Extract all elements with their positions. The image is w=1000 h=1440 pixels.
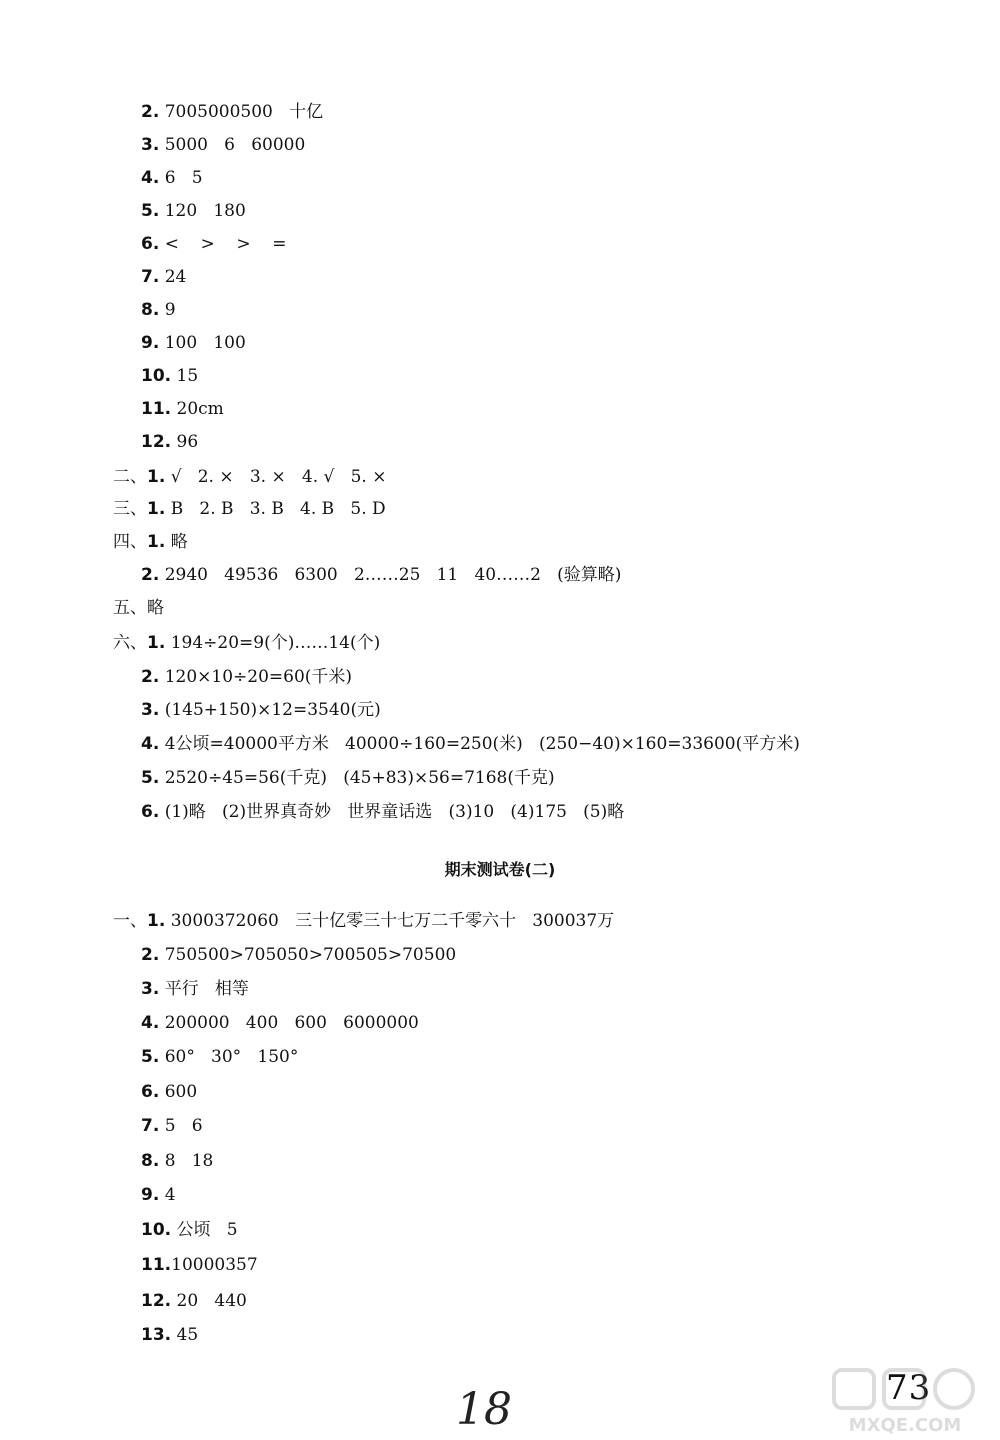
answer-text: 公顷 5 [171,1220,238,1240]
question-number: 4. [141,168,160,188]
answer-text: 60° 30° 150° [159,1047,299,1067]
answer-line [141,1254,258,1276]
section-prefix: 四、 [113,532,147,552]
answer-line [113,498,386,520]
question-number: 6. [141,1082,160,1102]
answer-line [141,1150,213,1172]
question-number: 6. [141,802,160,822]
answer-line [113,632,380,654]
question-number: 10. [141,366,172,386]
answer-text: 6 5 [159,168,203,188]
answer-text: 20cm [171,399,224,419]
answer-line [141,134,305,156]
answer-text: 100 100 [159,333,246,353]
answer-text: 9 [159,300,176,320]
answer-line [141,564,621,586]
answer-text: 7005000500 十亿 [159,102,324,122]
page-number: 73 [886,1368,932,1408]
answer-line [141,1184,176,1206]
section-title: 期末测试卷(二) [444,860,556,879]
answer-text: (1)略 (2)世界真奇妙 世界童话选 (3)10 (4)175 (5)略 [159,802,625,822]
question-number: 3. [141,135,160,155]
question-number: 1. [147,499,166,519]
answer-text: B 2. B 3. B 4. B 5. D [165,499,386,519]
answer-text: 120×10÷20=60(千米) [159,667,353,687]
answer-line [113,466,386,488]
answer-line [141,666,352,688]
answer-line [141,767,555,789]
answer-text: 8 18 [159,1151,214,1171]
question-number: 13. [141,1325,172,1345]
answer-text: 5 6 [159,1116,203,1136]
answer-text: 600 [159,1082,198,1102]
answer-text: 10000357 [171,1255,258,1275]
answer-line [141,1081,197,1103]
answer-line [141,365,198,387]
answer-text: 3000372060 三十亿零三十七万二千零六十 300037万 [165,911,615,931]
question-number: 8. [141,300,160,320]
section-prefix: 一、 [113,911,147,931]
answer-line [113,597,164,619]
question-number: 7. [141,1116,160,1136]
section-prefix: 二、 [113,467,147,487]
question-number: 7. [141,267,160,287]
watermark-logo [830,1366,980,1436]
answer-text: √ 2. × 3. × 4. √ 5. × [165,467,387,487]
answer-line [141,944,456,966]
answer-text: < > > = [159,234,287,254]
question-number: 1. [147,911,166,931]
question-number: 9. [141,333,160,353]
question-number: 9. [141,1185,160,1205]
answer-line [141,1046,298,1068]
answer-line [113,910,614,932]
answer-text: 96 [171,432,199,452]
question-number: 12. [141,1291,172,1311]
question-number: 1. [147,532,166,552]
answer-text: 45 [171,1325,199,1345]
section-prefix: 六、 [113,633,147,653]
answer-text: 5000 6 60000 [159,135,306,155]
answer-text: 120 180 [159,201,246,221]
answer-text: 2520÷45=56(千克) (45+83)×56=7168(千克) [159,768,555,788]
answer-text: 略 [165,532,188,552]
answer-text: 24 [159,267,187,287]
watermark-icon [830,1366,980,1412]
answer-line [141,1115,203,1137]
answer-text: (145+150)×12=3540(元) [159,700,381,720]
answer-line [141,167,203,189]
answer-text: 4 [159,1185,176,1205]
answer-line [141,431,198,453]
watermark-text: MXQE.COM [848,1415,962,1436]
question-number: 11. [141,399,172,419]
answer-text: 4公顷=40000平方米 40000÷160=250(米) (250−40)×160=33600(平方米) [159,734,800,754]
section-prefix: 五、 [113,598,147,618]
answer-text: 平行 相等 [159,979,249,999]
answer-line [113,531,188,553]
question-number: 8. [141,1151,160,1171]
question-number: 12. [141,432,172,452]
answer-line [141,801,624,823]
question-number: 10. [141,1220,172,1240]
answer-line [141,299,176,321]
section-prefix: 三、 [113,499,147,519]
answer-line [141,1324,198,1346]
question-number: 5. [141,201,160,221]
answer-text: 750500>705050>700505>70500 [159,945,457,965]
answer-line [141,200,246,222]
answer-line [141,101,323,123]
answer-line [141,332,246,354]
answer-line [141,233,287,255]
question-number: 3. [141,979,160,999]
answer-line [141,1290,247,1312]
question-number: 1. [147,467,166,487]
answer-line [141,1219,238,1241]
answer-text: 2940 49536 6300 2……25 11 40……2 (验算略) [159,565,622,585]
question-number: 6. [141,234,160,254]
question-number: 2. [141,667,160,687]
question-number: 4. [141,734,160,754]
question-number: 2. [141,565,160,585]
answer-text: 20 440 [171,1291,247,1311]
question-number: 2. [141,945,160,965]
question-number: 11. [141,1255,172,1275]
answer-text: 15 [171,366,199,386]
answer-line [141,733,800,755]
handwritten-page-number: 18 [456,1384,512,1435]
question-number: 5. [141,768,160,788]
answer-text: 200000 400 600 6000000 [159,1013,419,1033]
question-number: 3. [141,700,160,720]
answer-line [141,978,249,1000]
answer-line [141,1012,419,1034]
answer-line [141,699,381,721]
question-number: 4. [141,1013,160,1033]
question-number: 5. [141,1047,160,1067]
answer-line [141,266,186,288]
answer-line [141,398,224,420]
question-number: 2. [141,102,160,122]
answer-text: 194÷20=9(个)……14(个) [165,633,381,653]
answer-text: 略 [147,598,164,618]
question-number: 1. [147,633,166,653]
